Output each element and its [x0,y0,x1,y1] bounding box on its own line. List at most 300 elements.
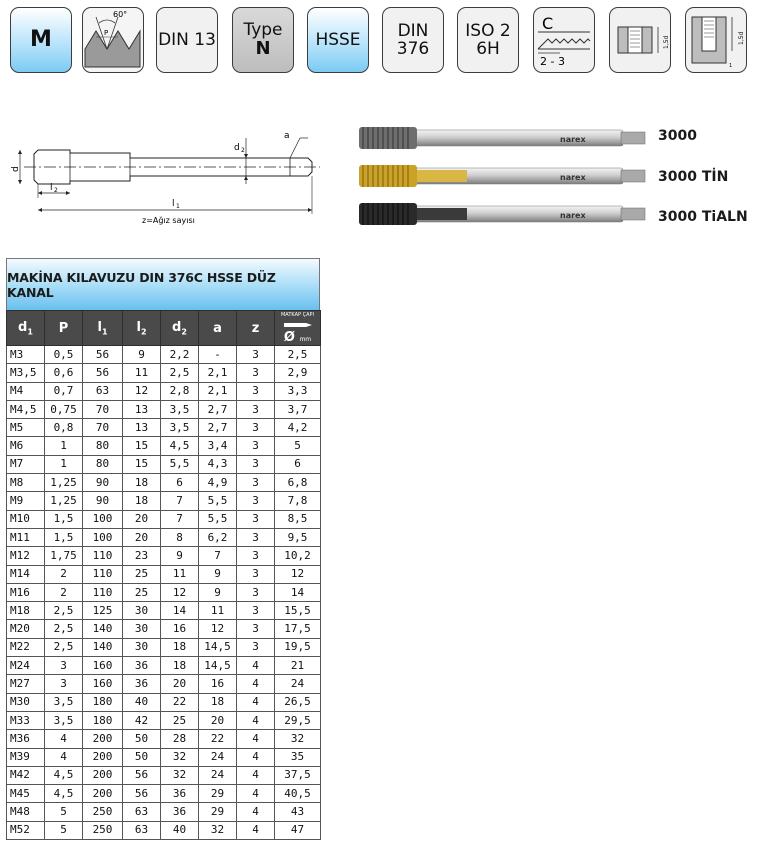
table-cell: 24 [199,766,237,784]
table-cell: 11 [161,565,199,583]
table-cell: 4 [237,748,275,766]
dim-d2-label: d [234,143,240,153]
table-cell: 200 [83,766,123,784]
din376-line2: 376 [396,39,430,59]
table-cell: 32 [161,748,199,766]
table-cell: 3,5 [45,693,83,711]
table-cell: 4,5 [45,785,83,803]
table-row [7,821,321,839]
thread-angle-text: 60° [113,10,128,19]
table-cell: 250 [83,803,123,821]
table-row [7,492,321,510]
table-cell: 2,1 [199,364,237,382]
table-cell: M30 [7,693,45,711]
table-title: MAKİNA KILAVUZU DIN 376C HSSE DÜZ KANAL [6,258,320,310]
table-cell: 17,5 [275,620,321,638]
blind-depth-sub: 1 [729,63,733,69]
table-cell: 56 [83,364,123,382]
tap-brand-3: narex [560,211,586,220]
table-cell: 15 [123,455,161,473]
table-cell: 4,2 [275,419,321,437]
table-cell: 3,5 [161,419,199,437]
table-cell: 4 [237,711,275,729]
table-cell: 4 [237,803,275,821]
table-cell: 14 [275,583,321,601]
table-cell: 3,5 [45,711,83,729]
table-cell: 35 [275,748,321,766]
table-cell: 3 [237,400,275,418]
table-cell: 18 [161,657,199,675]
din13-label: DIN 13 [158,30,216,50]
table-cell: 14 [161,602,199,620]
table-cell: 8 [161,528,199,546]
table-cell: 4,9 [199,474,237,492]
din376-line1: DIN [397,21,429,41]
table-cell: 50 [123,748,161,766]
table-row [7,400,321,418]
table-cell: 9,5 [275,528,321,546]
table-cell: 5 [275,437,321,455]
tap-dimension-drawing [8,120,326,230]
tap-label-3000: 3000 [658,128,697,144]
table-row [7,638,321,656]
table-cell: 2,5 [45,620,83,638]
tolerance-badge [457,7,519,73]
table-cell: 4 [237,675,275,693]
spec-badge-row [10,7,750,75]
table-cell: 9 [199,583,237,601]
table-cell: M4 [7,382,45,400]
table-cell: 3 [237,638,275,656]
col-header-z: z [237,311,275,346]
table-cell: 5,5 [199,492,237,510]
table-cell: 11 [199,602,237,620]
table-cell: M24 [7,657,45,675]
col-header-d2: $d_2$ [161,311,199,346]
din13-badge [156,7,218,73]
table-cell: 12 [123,382,161,400]
table-header-row [7,311,321,346]
table-cell: 4,3 [199,455,237,473]
table-cell: 29 [199,785,237,803]
table-cell: 1,75 [45,547,83,565]
table-cell: 15 [123,437,161,455]
table-cell: 80 [83,437,123,455]
col-header-l2: $l_2$ [123,311,161,346]
table-cell: 15,5 [275,602,321,620]
tap-photo-3000-tin [355,162,650,190]
table-cell: 7,8 [275,492,321,510]
table-cell: 3 [45,675,83,693]
table-cell: 5 [45,821,83,839]
table-row [7,803,321,821]
table-cell: 5,5 [161,455,199,473]
table-body [7,346,321,840]
table-cell: 3 [237,419,275,437]
table-cell: 9 [123,346,161,364]
table-cell: 14,5 [199,657,237,675]
din376-badge [382,7,444,73]
table-cell: 36 [161,803,199,821]
table-cell: 0,6 [45,364,83,382]
type-label: Type [243,20,283,40]
table-cell: 2,1 [199,382,237,400]
tap-photo-3000-tialn [355,200,650,228]
table-cell: 1 [45,455,83,473]
table-cell: 160 [83,657,123,675]
material-badge [307,7,369,73]
table-cell: M4,5 [7,400,45,418]
table-cell: 42 [123,711,161,729]
table-cell: M3,5 [7,364,45,382]
table-cell: 12 [161,583,199,601]
table-cell: 2,5 [45,638,83,656]
table-cell: M18 [7,602,45,620]
table-row [7,547,321,565]
table-cell: 1 [45,437,83,455]
tap-photo-3000 [355,124,650,152]
table-cell: 4 [45,748,83,766]
drill-header-caption: MATKAP ÇAPI [280,311,315,318]
table-cell: 5 [45,803,83,821]
table-row [7,730,321,748]
table-cell: 3,7 [275,400,321,418]
table-cell: 18 [123,474,161,492]
table-cell: 110 [83,547,123,565]
table-cell: 20 [161,675,199,693]
table-cell: 0,75 [45,400,83,418]
table-cell: 7 [199,547,237,565]
table-cell: 6 [275,455,321,473]
table-cell: 4 [237,821,275,839]
thread-profile-icon [83,9,143,71]
table-cell: 11 [123,364,161,382]
table-cell: 100 [83,510,123,528]
table-cell: 160 [83,675,123,693]
table-cell: 200 [83,730,123,748]
table-cell: M14 [7,565,45,583]
iso-line2: 6H [476,39,500,59]
table-cell: 9 [199,565,237,583]
tap-label-3000-tialn: 3000 TiALN [658,209,748,225]
table-cell: M16 [7,583,45,601]
dim-l2-sub: 2 [54,187,58,194]
dim-l1-label: l [172,199,175,209]
table-cell: 200 [83,785,123,803]
table-cell: 22 [161,693,199,711]
table-cell: 140 [83,620,123,638]
table-cell: M9 [7,492,45,510]
tap-label-3000-tin: 3000 TİN [658,169,729,185]
table-cell: 6,8 [275,474,321,492]
table-cell: 21 [275,657,321,675]
table-cell: 3 [237,528,275,546]
table-cell: 6 [161,474,199,492]
table-row [7,474,321,492]
drawing-caption: z=Ağız sayısı [142,216,195,225]
table-cell: 3 [237,474,275,492]
table-cell: 47 [275,821,321,839]
table-cell: 50 [123,730,161,748]
table-cell: 4,5 [45,766,83,784]
table-cell: 3 [237,602,275,620]
table-cell: 4 [237,693,275,711]
table-row [7,382,321,400]
table-cell: 180 [83,693,123,711]
table-cell: 40 [161,821,199,839]
table-cell: M10 [7,510,45,528]
chamfer-letter: C [542,14,554,33]
table-cell: 3 [237,437,275,455]
table-cell: 0,8 [45,419,83,437]
table-cell: 7 [161,510,199,528]
table-cell: 19,5 [275,638,321,656]
chamfer-icon [534,9,594,71]
table-cell: 2,9 [275,364,321,382]
table-cell: 63 [83,382,123,400]
table-cell: 7 [161,492,199,510]
table-cell: 110 [83,565,123,583]
table-cell: 1,25 [45,474,83,492]
material-label: HSSE [315,30,361,50]
table-cell: 1,5 [45,528,83,546]
col-header-drill-diameter [275,311,321,346]
table-cell: 9 [161,547,199,565]
table-cell: 100 [83,528,123,546]
table-row [7,785,321,803]
table-cell: 3 [237,364,275,382]
drill-diameter-symbol: Ø [283,329,295,345]
table-row [7,419,321,437]
tap-photo-group [355,120,755,235]
col-header-p: P [45,311,83,346]
table-row [7,620,321,638]
table-cell: 28 [161,730,199,748]
table-cell: 4 [237,657,275,675]
table-row [7,711,321,729]
table-row [7,748,321,766]
table-cell: 20 [199,711,237,729]
table-cell: 90 [83,492,123,510]
table-cell: 2 [45,565,83,583]
table-cell: 3 [237,455,275,473]
table-cell: 2 [45,583,83,601]
table-row [7,364,321,382]
table-cell: M6 [7,437,45,455]
col-header-l1: $l_1$ [83,311,123,346]
table-cell: 5,5 [199,510,237,528]
table-cell: 63 [123,821,161,839]
dim-d-label: d [11,166,21,172]
table-cell: 70 [83,419,123,437]
table-cell: 2,7 [199,400,237,418]
table-cell: 32 [161,766,199,784]
table-cell: M52 [7,821,45,839]
table-row [7,437,321,455]
table-cell: 29 [199,803,237,821]
table-cell: 16 [161,620,199,638]
table-cell: 56 [123,785,161,803]
table-cell: 25 [123,565,161,583]
table-cell: 1,25 [45,492,83,510]
table-cell: M45 [7,785,45,803]
col-header-d1: $d_1$ [7,311,45,346]
table-cell: 36 [161,785,199,803]
thread-pitch-text: P [104,29,109,37]
table-cell: 3 [237,510,275,528]
table-cell: M3 [7,346,45,364]
table-cell: 24 [199,748,237,766]
table-cell: 4 [237,785,275,803]
table-cell: 80 [83,455,123,473]
dim-a-label: a [284,131,290,141]
table-cell: 30 [123,602,161,620]
table-cell: 3 [237,382,275,400]
table-cell: 63 [123,803,161,821]
iso-line1: ISO 2 [465,21,511,41]
table-cell: 25 [161,711,199,729]
table-cell: M20 [7,620,45,638]
table-cell: 22 [199,730,237,748]
table-cell: 180 [83,711,123,729]
through-depth-label: 1,5d [663,35,670,49]
tap-brand-2: narex [560,173,586,182]
table-cell: 1,5 [45,510,83,528]
table-cell: 3,5 [161,400,199,418]
table-cell: 23 [123,547,161,565]
table-cell: - [199,346,237,364]
table-cell: 36 [123,675,161,693]
table-cell: 20 [123,510,161,528]
dim-d2-sub: 2 [241,147,245,154]
table-row [7,565,321,583]
metric-thread-badge [10,7,72,73]
table-cell: M8 [7,474,45,492]
table-row [7,766,321,784]
table-cell: M11 [7,528,45,546]
table-cell: 3 [237,583,275,601]
dim-l1-sub: 1 [176,203,180,210]
table-cell: 18 [123,492,161,510]
table-cell: 32 [199,821,237,839]
table-row [7,346,321,364]
table-cell: 125 [83,602,123,620]
table-cell: 3 [45,657,83,675]
through-hole-icon [610,9,670,71]
thread-profile-badge [82,7,144,73]
table-cell: M12 [7,547,45,565]
table-cell: 200 [83,748,123,766]
table-cell: 3,4 [199,437,237,455]
table-cell: 12 [275,565,321,583]
spec-table [6,310,321,840]
table-cell: 90 [83,474,123,492]
table-cell: 25 [123,583,161,601]
table-cell: 29,5 [275,711,321,729]
blind-hole-icon [686,9,746,71]
table-cell: 3 [237,492,275,510]
table-cell: 24 [275,675,321,693]
table-cell: 2,5 [161,364,199,382]
table-cell: 3 [237,346,275,364]
table-cell: 2,8 [161,382,199,400]
table-cell: 110 [83,583,123,601]
chamfer-range: 2 - 3 [540,55,565,68]
table-cell: 0,5 [45,346,83,364]
table-cell: M33 [7,711,45,729]
table-cell: 30 [123,620,161,638]
blind-hole-badge [685,7,747,73]
table-row [7,455,321,473]
table-cell: 26,5 [275,693,321,711]
table-cell: M42 [7,766,45,784]
dim-l2-label: l [50,183,53,193]
table-cell: M36 [7,730,45,748]
table-row [7,602,321,620]
table-cell: 3 [237,547,275,565]
table-cell: 18 [199,693,237,711]
type-value: N [255,38,271,59]
col-header-a: a [199,311,237,346]
table-cell: 30 [123,638,161,656]
table-cell: 2,2 [161,346,199,364]
table-cell: 10,2 [275,547,321,565]
table-cell: 3,3 [275,382,321,400]
chamfer-badge [533,7,595,73]
table-cell: 43 [275,803,321,821]
table-cell: 4,5 [161,437,199,455]
table-cell: 14,5 [199,638,237,656]
table-cell: 12 [199,620,237,638]
table-cell: 40,5 [275,785,321,803]
blind-depth-label: 1,5d [738,31,745,45]
table-cell: 250 [83,821,123,839]
drill-unit: mm [299,335,312,343]
through-hole-badge [609,7,671,73]
table-cell: 56 [123,766,161,784]
table-cell: 32 [275,730,321,748]
table-row [7,693,321,711]
table-row [7,583,321,601]
tap-brand-1: narex [560,135,586,144]
table-cell: M5 [7,419,45,437]
table-cell: 70 [83,400,123,418]
table-cell: 13 [123,419,161,437]
spec-table-wrapper [6,258,320,840]
table-row [7,528,321,546]
table-cell: 16 [199,675,237,693]
table-cell: 8,5 [275,510,321,528]
table-cell: 4 [237,730,275,748]
table-cell: 4 [45,730,83,748]
table-cell: M27 [7,675,45,693]
table-cell: M22 [7,638,45,656]
tap-type-badge [232,7,294,73]
table-cell: 3 [237,620,275,638]
table-cell: 6,2 [199,528,237,546]
table-cell: M39 [7,748,45,766]
metric-label: M [30,27,52,52]
table-cell: 37,5 [275,766,321,784]
table-cell: 36 [123,657,161,675]
table-row [7,675,321,693]
table-cell: 20 [123,528,161,546]
table-cell: 0,7 [45,382,83,400]
table-cell: 56 [83,346,123,364]
table-cell: 2,5 [275,346,321,364]
table-cell: 140 [83,638,123,656]
table-cell: M7 [7,455,45,473]
